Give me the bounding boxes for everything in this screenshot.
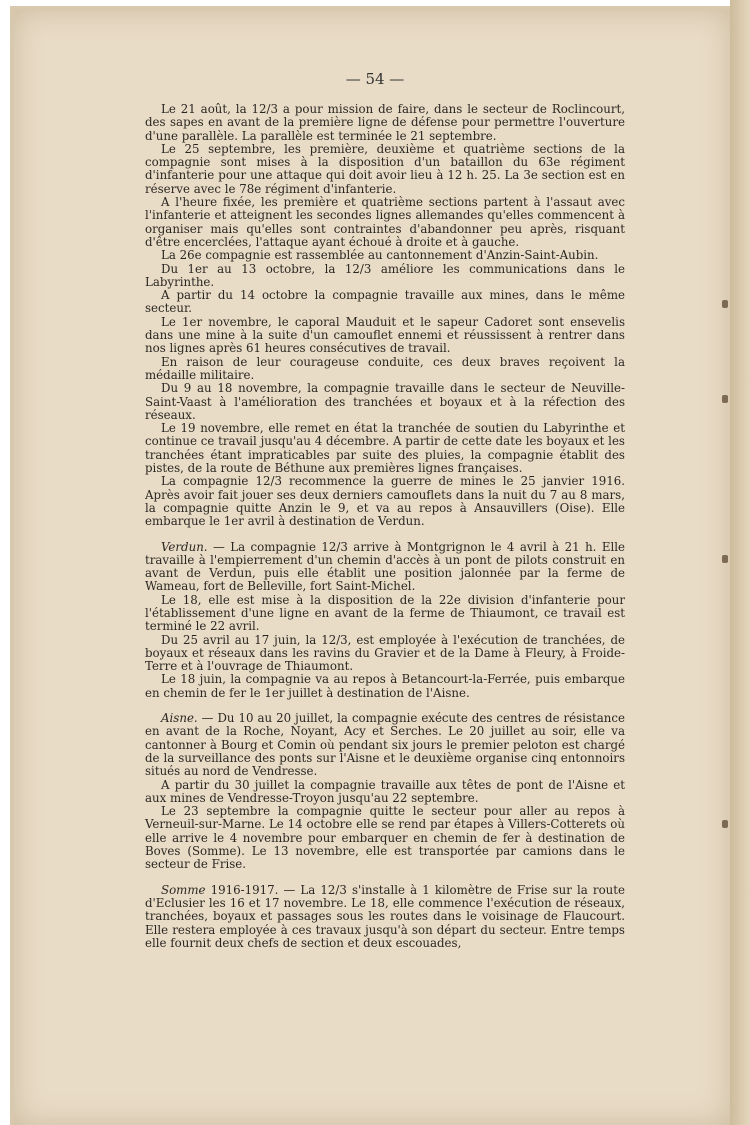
paragraph: A partir du 30 juillet la compagnie travaille aux têtes de pont de l'Aisne et aux mines de Vendresse-Troyon jusqu'au 22 septembre. <box>145 777 625 805</box>
paragraph: Le 18, elle est mise à la disposition de la 22e division d'infanterie pour l'établissement d'une ligne en avant de la ferme de Thiaumont, ce travail est terminé le 22 avril. <box>145 592 625 634</box>
section-heading: Aisne. <box>161 711 198 726</box>
section-paragraph <box>145 884 625 950</box>
binding-edge <box>730 0 750 1125</box>
paragraph: Du 25 avril au 17 juin, la 12/3, est employée à l'exécution de tranchées, de boyaux et réseaux dans les ravins du Gravier et de la Dame à Fleury, à Froide-Terre et à l'ouvrage de Thiaumont. <box>145 632 625 674</box>
paragraph: Du 9 au 18 novembre, la compagnie travaille dans le secteur de Neuville-Saint-Vaast à l'amélioration des tranchées et boyaux et à la réfection des réseaux. <box>145 381 625 422</box>
paragraph: La 26e compagnie est rassemblée au cantonnement d'Anzin-Saint-Aubin. <box>161 248 599 263</box>
body-text <box>145 103 625 950</box>
section-paragraph <box>145 541 625 594</box>
paragraph: A l'heure fixée, les première et quatrième sections partent à l'assaut avec l'infanterie et atteignent les secondes lignes allemandes qu'elles commencent à organiser mais qu'elles sont contraintes d'abandonner peu après, risquant d'être encerclées, l'attaque ayant échoué à droite et à gauche. <box>145 195 625 249</box>
section-text: 1916-1917. — La 12/3 s'installe à 1 kilomètre de Frise sur la route d'Eclusier les 16 et 17 novembre. Le 18, elle commence l'exécution de réseaux, tranchées, boyaux et passages sous les routes dans le voisinage de Flaucourt. Elle restera employée à ces travaux jusqu'à son départ du secteur. Entre temps elle fournit deux chefs de section et deux escouades, <box>145 882 625 950</box>
paragraph: Le 19 novembre, elle remet en état la tranchée de soutien du Labyrinthe et continue ce travail jusqu'au 4 décembre. A partir de cette date les boyaux et les tranchées étant impraticables par suite des pluies, la compagnie établit des pistes, de la route de Béthune aux premières lignes françaises. <box>145 421 625 476</box>
paragraph: Le 25 septembre, les première, deuxième et quatrième sections de la compagnie sont mises à la disposition d'un bataillon du 63e régiment d'infanterie pour une attaque qui doit avoir lieu à 12 h. 25. La 3e section est en réserve avec le 78e régiment d'infanterie. <box>145 141 625 196</box>
page-number: — 54 — <box>345 70 405 88</box>
paragraph: A partir du 14 octobre la compagnie travaille aux mines, dans le même secteur. <box>145 288 625 316</box>
section-heading: Somme <box>161 882 206 897</box>
paragraph: Le 23 septembre la compagnie quitte le secteur pour aller au repos à Verneuil-sur-Marne. Le 14 octobre elle se rend par étapes à Villers-Cotterets où elle arrive le 4 novembre pour embarquer en chemin de fer à destination de Boves (Somme). Le 13 novembre, elle est transportée par camions dans le secteur de Frise. <box>145 804 625 872</box>
section-heading: Verdun. <box>161 539 208 554</box>
paragraph: En raison de leur courageuse conduite, ces deux braves reçoivent la médaille militaire. <box>145 354 625 382</box>
paragraph: Le 1er novembre, le caporal Mauduit et le sapeur Cadoret sont ensevelis dans une mine à la suite d'un camouflet ennemi et réussissent à rentrer dans nos lignes après 61 heures consécutives de travail. <box>145 314 625 356</box>
section-text: — Du 10 au 20 juillet, la compagnie exécute des centres de résistance en avant de la Roche, Noyant, Acy et Serches. Le 20 juillet au soir, elle va cantonner à Bourg et Comin où pendant six jours le premier peloton est chargé de la surveillance des ponts sur l'Aisne et le deuxième organise cinq entonnoirs situés au nord de Vendresse. <box>145 711 625 779</box>
paragraph: La compagnie 12/3 recommence la guerre de mines le 25 janvier 1916. Après avoir fait jouer ses deux derniers camouflets dans la nuit du 7 au 8 mars, la compagnie quitte Anzin le 9, et va au repos à Ansauvillers (Oise). Elle embarque le 1er avril à destination de Verdun. <box>145 474 625 529</box>
paragraph: Du 1er au 13 octobre, la 12/3 améliore les communications dans le Labyrinthe. <box>145 261 625 289</box>
paragraph: Le 21 août, la 12/3 a pour mission de faire, dans le secteur de Roclincourt, des sapes en avant de la première ligne de défense pour permettre l'ouverture d'une parallèle. La parallèle est terminée le 21 septembre. <box>145 102 625 143</box>
paragraph: Le 18 juin, la compagnie va au repos à Betancourt-la-Ferrée, puis embarque en chemin de fer le 1er juillet à destination de l'Aisne. <box>145 672 625 700</box>
section-paragraph <box>145 712 625 778</box>
section-text: — La compagnie 12/3 arrive à Montgrignon le 4 avril à 21 h. Elle travaille à l'empierrement d'un chemin d'accès à un pont de pilots construit en avant de Verdun, puis elle établit une position jalonnée par la ferme de Wameau, fort de Belleville, fort Saint-Michel. <box>145 539 625 594</box>
